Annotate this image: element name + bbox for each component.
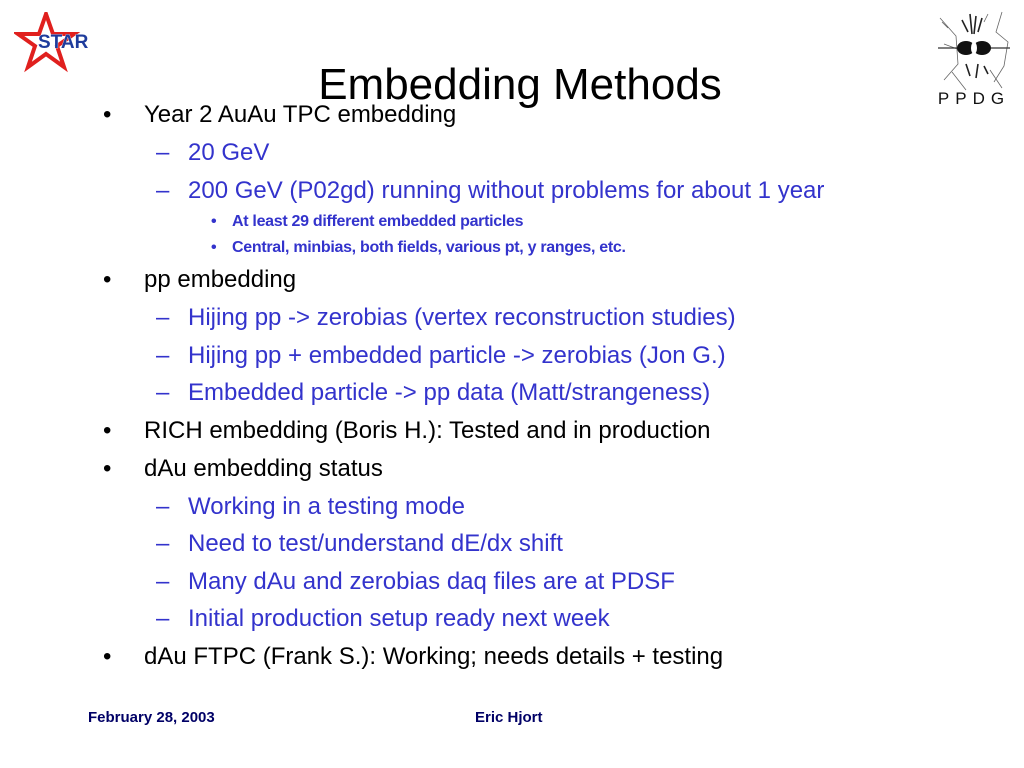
sub-bullet-item [0,600,1024,638]
bullet-marker: • [103,266,112,293]
bullet-item [0,96,1024,134]
bullet-item [0,450,1024,488]
sub-sub-bullet-text: Central, minbias, both fields, various pt, y ranges, etc. [232,239,626,256]
sub-bullet-item [0,172,1024,210]
ppdg-logo-text: PPDG [937,89,1011,108]
bullet-list [0,96,1024,676]
sub-bullet-text: Initial production setup ready next week [188,605,610,632]
sub-bullet-text: 20 GeV [188,139,270,166]
bullet-item [0,638,1024,676]
sub-bullet-item [0,525,1024,563]
bullet-marker: • [103,101,112,128]
sub-bullet-item [0,337,1024,375]
dash-marker: – [156,605,170,632]
slide-title: Embedding Methods [318,60,722,110]
sub-bullet-text: Working in a testing mode [188,492,466,520]
sub-bullet-item [0,374,1024,412]
sub-bullet-item [0,299,1024,337]
sub-sub-bullet-text: At least 29 different embedded particles [232,213,524,230]
dash-marker: – [156,139,170,166]
sub-bullet-text: Need to test/understand dE/dx shift [188,530,563,557]
bullet-item [0,261,1024,299]
star-logo-text: STAR [38,32,89,53]
sub-bullet-item [0,563,1024,601]
dash-marker: – [156,379,170,406]
sub-bullet-text: Hijing pp -> zerobias (vertex reconstruction studies) [188,304,736,331]
sub-bullet-text: Embedded particle -> pp data (Matt/strangeness) [188,379,711,406]
bullet-text: RICH embedding (Boris H.): Tested and in production [144,416,711,444]
sub-bullet-text: 200 GeV (P02gd) running without problems for about 1 year [188,176,825,204]
dash-marker: – [156,176,170,204]
dash-marker: – [156,341,170,369]
bullet-marker: • [103,454,112,482]
dash-marker: – [156,492,170,520]
footer-author: Eric Hjort [475,709,543,726]
bullet-text: dAu embedding status [144,454,383,482]
bullet-marker: • [103,642,112,670]
bullet-text: dAu FTPC (Frank S.): Working; needs details + testing [144,642,724,670]
dash-marker: – [156,304,170,331]
sub-bullet-item [0,134,1024,172]
bullet-marker: • [211,213,217,230]
footer-date: February 28, 2003 [88,709,215,726]
sub-bullet-text: Many dAu and zerobias daq files are at PDSF [188,567,675,595]
sub-bullet-text: Hijing pp + embedded particle -> zerobias (Jon G.) [188,341,726,369]
bullet-marker: • [211,239,217,256]
bullet-marker: • [103,416,112,444]
sub-sub-bullet-item [0,209,1024,235]
bullet-item [0,412,1024,450]
dash-marker: – [156,567,170,595]
dash-marker: – [156,530,170,557]
sub-bullet-item [0,488,1024,526]
bullet-text: Year 2 AuAu TPC embedding [144,101,457,128]
bullet-text: pp embedding [144,266,297,293]
sub-sub-bullet-item [0,235,1024,261]
